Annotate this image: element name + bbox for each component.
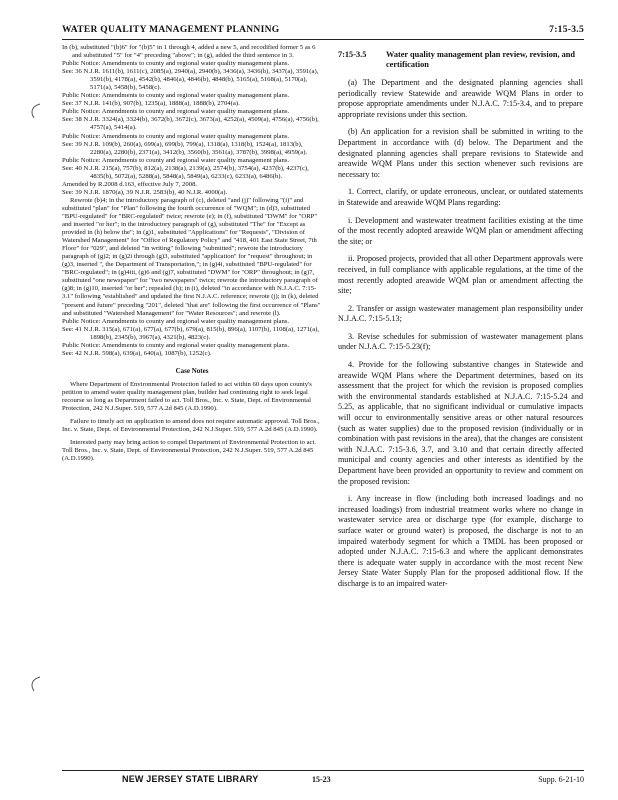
header-title: WATER QUALITY MANAGEMENT PLANNING [62, 25, 280, 35]
history-paragraph: See: 37 N.J.R. 141(b), 907(b), 1235(a), 1888(a), 1888(b), 2704(a). [62, 100, 240, 108]
page-number: 15-23 [312, 775, 331, 784]
history-paragraph: Public Notice: Amendments to county and regional water quality management plans. [62, 108, 290, 116]
section-paragraph: (a) The Department and the designated planning agencies shall periodically review Statewide and areawide WQM Plans in order to propose appropriate amendments under N.J.A.C. 7:15-3.4, and to prepare appropriate revisions under this section. [338, 78, 583, 119]
binding-hole-mark-bottom [28, 676, 42, 692]
case-note-paragraph: Interested party may bring action to compel Department of Environmental Protection to act. Toll Bros., Inc. v. State, Dept. of Environmental Protection, 242 N.J.Super. 519, 577 A.2d 845 (A.D.1990). [62, 439, 317, 463]
history-paragraph: See: 36 N.J.R. 1611(b), 1611(c), 2085(a), 2940(a), 2940(b), 3436(a), 3436(b), 3437(a), 3591(a), 3591(b), 4178(a), 4542(b), 4846(a), 4846(b), 4848(b), 5165(a), 5168(a), 5170(a), 5171(a), 5458(b), 5458(c). [62, 68, 319, 92]
page-footer [62, 770, 584, 785]
case-notes [62, 381, 322, 463]
section-paragraph: (b) An application for a revision shall be submitted in writing to the Department in accordance with (d) below. The Department and the designated planning agencies shall prepare revisions to Statewide and areawide WQM Plans under this section whenever such revisions are necessary to: [338, 127, 583, 179]
case-note-paragraph: Where Department of Environmental Protection failed to act within 60 days upon county's petition to amend water quality management plan, builder had continuing right to seek legal recourse so long as Department failed to act. Toll Bros., Inc. v. State, Dept. of Environmental Protection, 242 N.J.Super. 519, 577 A.2d 845 (A.D.1990). [62, 380, 312, 413]
section-paragraph: 3. Revise schedules for submission of wastewater management plans under N.J.A.C. 7:15-5.23(f); [338, 331, 583, 352]
binding-hole-mark-top [28, 103, 42, 119]
history-paragraph: See: 38 N.J.R. 3324(a), 3324(b), 3672(b), 3672(c), 3673(a), 4252(a), 4509(a), 4756(a), 4756(b), 4757(a), 5414(a). [62, 116, 319, 132]
section-paragraph: 4. Provide for the following substantive changes in Statewide and areawide WQM Plans where the Department determines, based on its assessment that the project for which the revision is proposed complies with the environmental standards established at N.J.A.C. 7:15-5.24 and 5.25, as applicable, that no significant individual or cumulative impacts will occur to environmentally sensitive areas or other natural resources (such as water supplies) due to the proposed revision (individually or in combination with past revisions in the area), that the changes are consistent with N.J.A.C. 7:15-3.6, 3.7, and 3.10 and that certain directly affected municipal and county agencies and other interests as identified by the Department have been provided an opportunity to review and comment on the proposed revision: [338, 360, 583, 486]
history-paragraph: See: 39 N.J.R. 1870(a), 39 N.J.R. 2583(b), 40 N.J.R. 4000(a). [62, 188, 228, 196]
case-note-paragraph: Failure to timely act on application to amend does not require automatic approval. Toll Bros., Inc. v. State, Dept. of Environmental Protection, 242 N.J.Super. 519, 577 A.2d 845 (A.D.1990). [62, 418, 320, 434]
history-paragraph: See: 41 N.J.R. 315(a), 671(a), 677(a), 677(b), 679(a), 815(b), 896(a), 1107(b), 1108(a), 1271(a), 1898(b), 2345(b), 3967(a), 4321(b), 4823(c). [62, 325, 320, 341]
history-paragraph: Public Notice: Amendments to county and regional water quality management plans. [62, 317, 290, 325]
history-paragraph: In (b), substituted "(b)6" for "(b)5" in 1 through 4, added a new 5, and recodified former 5 as 6 and substituted "5" for "4" preceding "above"; in (g), added the third sentence in 3. [62, 44, 316, 60]
history-paragraph: Amended by R.2008 d.163, effective July 7, 2008. [62, 180, 198, 188]
section-paragraph: i. Development and wastewater treatment facilities existing at the time of the most recently adopted areawide WQM plan or amendment affecting the site; or [338, 215, 583, 246]
section-paragraph: i. Any increase in flow (including both increased loadings and no increased loadings) from industrial treatment works where no change in wastewater service area or discharge type (for example, discharge to surface water or ground water) is proposed, the discharge is not to an impaired waterbody segment for which a TMDL has been proposed or adopted under N.J.A.C. 7:15-6.3 and where the applicant demonstrates there is adequate water supply in accordance with the most recent New Jersey State Water Supply Plan for the proposed additional flow. If the discharge is to an impaired water- [338, 494, 583, 588]
history-paragraph: Public Notice: Amendments to county and regional water quality management plans. [62, 92, 290, 100]
library-stamp: NEW JERSEY STATE LIBRARY [122, 774, 259, 784]
section-body [338, 78, 583, 590]
section-number: 7:15-3.5 [338, 50, 367, 59]
section-heading [338, 50, 583, 70]
header-section-number: 7:15-3.5 [549, 25, 584, 35]
history-notes [62, 44, 322, 358]
section-paragraph: 2. Transfer or assign wastewater management plan responsibility under N.J.A.C. 7:15-5.13; [338, 303, 583, 324]
case-notes-title: Case Notes [175, 366, 209, 375]
history-paragraph: Public Notice: Amendments to county and regional water quality management plans. [62, 341, 290, 349]
supplement-date: Supp. 6-21-10 [538, 775, 584, 784]
section-paragraph: ii. Proposed projects, provided that all other Department approvals were received, in full compliance with applicable regulations, at the time of the most recently adopted areawide WQM plan or amendment affecting the site; [338, 254, 583, 296]
history-paragraph: See: 39 N.J.R. 109(b), 260(a), 699(a), 699(b), 799(a), 1318(a), 1318(b), 1524(a), 1813(b), 2280(a), 2280(b), 2371(a), 3412(b), 3560(b), 3561(a), 3787(b), 3998(a), 4959(a). [62, 140, 308, 156]
history-paragraph: Rewrote (b)4; in the introductory paragraph of (c), deleted "and (j)" following "(i)" and substituted "plan" for "Plan" following the fourth occurrence of "WQM"; in (d)3, substituted "BPU-regulated" for "BRC-regulated" twice; rewrote (e); in (f), substituted "DWM" for "ORP" and inserted "or her"; in the introductory paragraph of (g), substituted "The" for "Except as provided in (h) below the"; in (g)1, substituted "Applications" for "Requests", "Division of Watershed Management" for "Office of Regulatory Policy" and "418, 401 East State Street, 7th Floor" for "029", and deleted "in writing" following "submitted"; rewrote the introductory paragraph of (g)2; in (g)2i through (g)3, substituted "application" for "request" throughout; in (g)3, inserted ", the Department of Transportation,"; in (g)4i, substituted "BPU-regulated" for "BRC-regulated"; in (g)4iii, (g)6 and (g)7, substituted "DWM" for "ORP" throughout; in (g)7, substituted "one newspaper" for "two newspapers" twice; rewrote the introductory paragraph of (g)8; in (g)10, inserted "or her"; repealed (h); in (i), deleted "in accordance with N.J.A.C. 7:15-3.1" following "established" and updated the first N.J.A.C. reference; rewrote (j); in (k), deleted "present and future" preceding "201", deleted "that are" following the first occurrence of "Plans" and substituted "Watershed Management" for "Water Resources"; and rewrote (l). [62, 196, 321, 317]
running-header [62, 25, 584, 40]
left-column [62, 44, 322, 463]
section-title: Water quality management plan review, revision, and certification [386, 50, 575, 69]
history-paragraph: See: 42 N.J.R. 598(a), 639(a), 640(a), 1087(b), 1252(c). [62, 349, 212, 357]
history-paragraph: Public Notice: Amendments to county and regional water quality management plans. [62, 60, 290, 68]
right-column [338, 50, 583, 597]
history-paragraph: Public Notice: Amendments to county and regional water quality management plans. [62, 156, 290, 164]
history-paragraph: Public Notice: Amendments to county and regional water quality management plans. [62, 132, 290, 140]
section-paragraph: 1. Correct, clarify, or update erroneous, unclear, or outdated statements in Statewide and areawide WQM Plans regarding: [338, 187, 583, 207]
history-paragraph: See: 40 N.J.R. 215(a), 757(b), 812(a), 2138(a), 2139(a), 2574(b), 3754(a), 4237(b), 4237(c), 4835(b), 5072(a), 5288(a), 5848(a), 5849(a), 6233(c), 6233(a), 6486(b). [62, 164, 309, 180]
